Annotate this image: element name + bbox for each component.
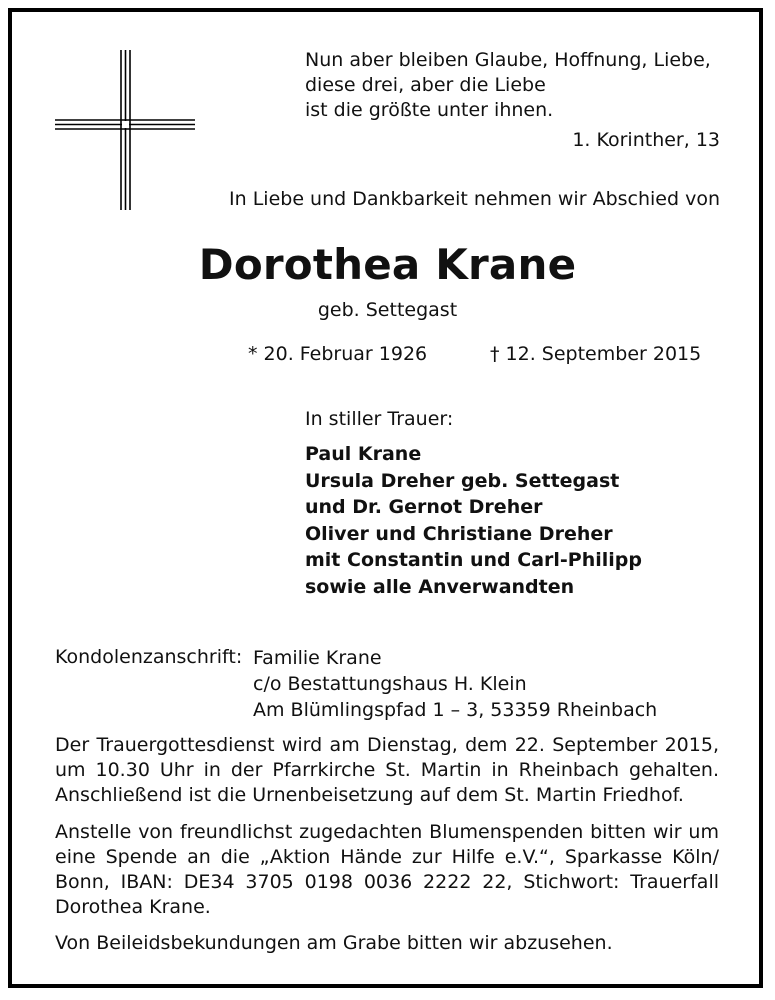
address-line: Familie Krane	[253, 647, 382, 669]
intro-text: In Liebe und Dankbarkeit nehmen wir Abschied von	[229, 188, 720, 210]
bible-verse	[305, 48, 725, 123]
mourner-name: und Dr. Gernot Dreher	[305, 496, 543, 518]
cross-icon	[55, 50, 195, 210]
verse-line: ist die größte unter ihnen.	[305, 99, 554, 121]
closing-text: Von Beileidsbekundungen am Grabe bitten wir abzusehen.	[55, 932, 613, 954]
death-date: † 12. September 2015	[490, 343, 702, 365]
paragraph-line: Der Trauergottesdienst wird am Dienstag, dem 22. September 2015,	[55, 734, 719, 756]
paragraph-line: Dorothea Krane.	[55, 896, 211, 918]
mourner-name: mit Constantin und Carl-Philipp	[305, 549, 642, 571]
deceased-name: Dorothea Krane	[198, 240, 577, 289]
paragraph-line: um 10.30 Uhr in der Pfarrkirche St. Martin in Rheinbach gehalten.	[55, 759, 719, 781]
service-paragraph	[55, 733, 719, 808]
paragraph-line: eine Spende an die „Aktion Hände zur Hilfe e.V.“, Sparkasse Köln/	[55, 846, 719, 868]
condolence-label: Kondolenzanschrift:	[55, 646, 243, 668]
address-line: Am Blümlingspfad 1 – 3, 53359 Rheinbach	[253, 699, 658, 721]
mourners-list	[305, 441, 642, 600]
condolence-address	[253, 645, 657, 723]
mourner-name: Paul Krane	[305, 443, 422, 465]
paragraph-line: Bonn, IBAN: DE34 3705 0198 0036 2222 22, Stichwort: Trauerfall	[55, 871, 719, 893]
donation-paragraph	[55, 820, 719, 920]
birth-date: * 20. Februar 1926	[248, 343, 428, 365]
address-line: c/o Bestattungshaus H. Klein	[253, 673, 527, 695]
paragraph-line: Anstelle von freundlichst zugedachten Blumenspenden bitten wir um	[55, 821, 719, 843]
paragraph-line: Anschließend ist die Urnenbeisetzung auf dem St. Martin Friedhof.	[55, 784, 684, 806]
verse-line: Nun aber bleiben Glaube, Hoffnung, Liebe,	[305, 49, 711, 71]
verse-line: diese drei, aber die Liebe	[305, 74, 546, 96]
born-name: geb. Settegast	[317, 299, 458, 321]
mourner-name: Oliver und Christiane Dreher	[305, 522, 613, 545]
mourner-name: Ursula Dreher geb. Settegast	[305, 469, 620, 492]
verse-reference: 1. Korinther, 13	[572, 129, 720, 151]
mourner-name: sowie alle Anverwandten	[305, 575, 575, 598]
mourners-label: In stiller Trauer:	[305, 408, 454, 430]
